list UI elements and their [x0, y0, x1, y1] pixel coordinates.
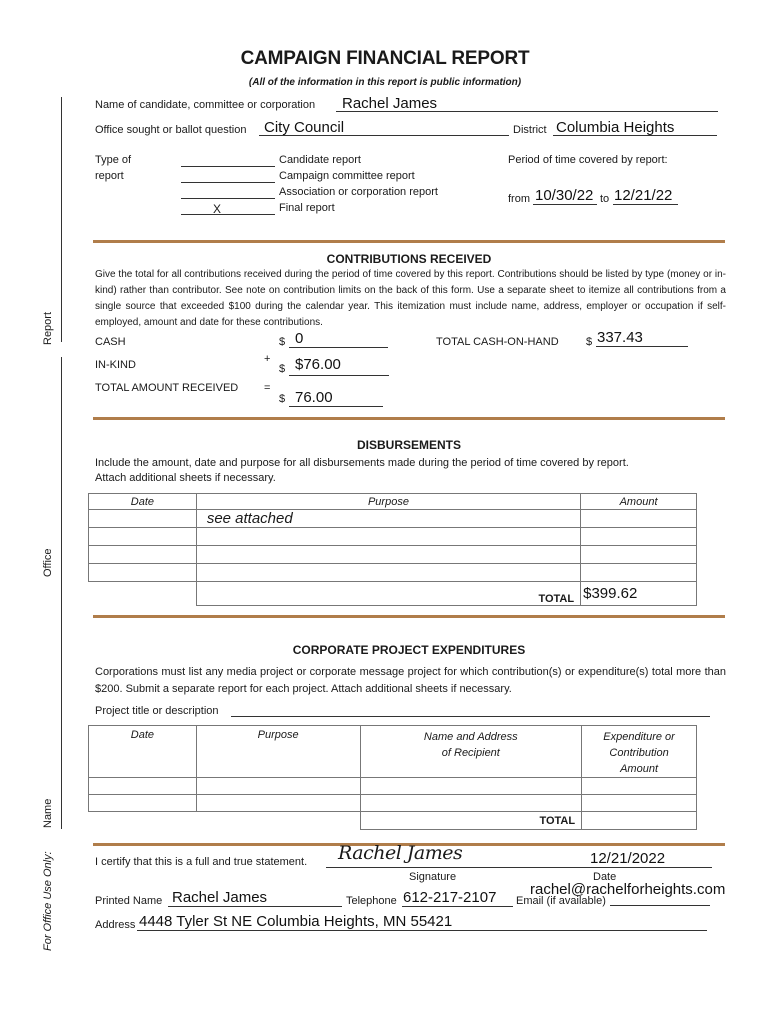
total-received-label: TOTAL AMOUNT RECEIVED [95, 382, 239, 394]
disb-cell-amount[interactable] [581, 510, 697, 528]
disb-purpose-value: see attached [206, 510, 293, 527]
corporate-table [88, 725, 697, 830]
from-field[interactable] [533, 187, 597, 205]
disbursements-table [88, 493, 697, 606]
disbursements-heading: DISBURSEMENTS [356, 438, 461, 452]
period-label: Period of time covered by report: [508, 154, 668, 166]
corp-col-date: Date [89, 726, 197, 778]
corp-col-purpose: Purpose [196, 726, 360, 778]
total-received-equals: = [264, 382, 271, 394]
candidate-name-value: Rachel James [342, 95, 438, 112]
from-label: from [508, 193, 530, 205]
disb-total-value: $399.62 [583, 585, 638, 602]
cash-on-hand-value: 337.43 [597, 329, 643, 346]
printed-name-field[interactable] [168, 889, 342, 907]
email-label: Email (if available) [516, 895, 606, 907]
inkind-value: $76.00 [295, 356, 341, 373]
form-title: CAMPAIGN FINANCIAL REPORT [240, 48, 530, 69]
candidate-name-label: Name of candidate, committee or corporation [95, 99, 316, 111]
disb-col-purpose: Purpose [196, 494, 580, 510]
disb-col-date: Date [89, 494, 197, 510]
email-value: rachel@rachelforheights.com [530, 881, 726, 898]
corp-total-cell[interactable] [582, 812, 697, 830]
disb-row[interactable] [89, 546, 697, 564]
certify-statement: I certify that this is a full and true statement. [95, 856, 308, 868]
form-subtitle: (All of the information in this report is public information) [248, 77, 522, 88]
contributions-description: Give the total for all contributions received during the period of time covered by this report. Contributions should be listed by type (money or in-kind) rather than contributor. See note on contribution limits on the back of this form. Use a separate sheet to itemize all contributions from a single source that exceeded $100 during the calendar year. This itemization must include name, address, employer or occupation if self-employed, amount and date for these contributions. [95, 269, 726, 328]
checkbox-candidate-report[interactable] [181, 154, 275, 167]
option-association-report: Association or corporation report [279, 186, 438, 198]
option-committee-report: Campaign committee report [279, 170, 415, 182]
cert-date-value: 12/21/2022 [590, 850, 666, 867]
district-field[interactable] [553, 119, 717, 136]
total-received-value: 76.00 [295, 389, 333, 406]
inkind-plus: + [264, 353, 271, 365]
report-type-label-1: Type of [95, 154, 132, 166]
disb-total-label: TOTAL [196, 582, 580, 606]
to-value: 12/21/22 [614, 187, 673, 204]
address-field[interactable] [137, 913, 707, 931]
address-value: 4448 Tyler St NE Columbia Heights, MN 55421 [139, 913, 453, 930]
to-label: to [600, 193, 610, 205]
telephone-label: Telephone [346, 895, 397, 907]
corp-col-amount-1: Expenditure or [603, 731, 675, 743]
separator-1 [93, 240, 725, 243]
inkind-currency: $ [279, 363, 286, 375]
side-rule-bottom [61, 357, 62, 829]
corp-col-name-1: Name and Address [423, 731, 518, 743]
office-label: Office sought or ballot question [95, 124, 247, 136]
to-field[interactable] [613, 187, 678, 205]
disb-col-amount: Amount [581, 494, 697, 510]
date-label: Date [593, 871, 617, 883]
printed-name-value: Rachel James [172, 889, 268, 906]
disbursements-desc-2: Attach additional sheets if necessary. [95, 472, 276, 484]
printed-name-label: Printed Name [95, 895, 163, 907]
side-label-office: Office [42, 548, 54, 577]
office-field[interactable] [259, 119, 509, 136]
office-value: City Council [264, 119, 345, 136]
disb-cell-purpose[interactable] [196, 510, 580, 528]
checkbox-committee-report[interactable] [181, 170, 275, 183]
corp-row[interactable] [89, 778, 697, 795]
cash-on-hand-currency: $ [586, 336, 593, 348]
report-type-label-2: report [95, 170, 124, 182]
corp-total-label: TOTAL [360, 812, 582, 830]
option-final-report: Final report [279, 202, 335, 214]
side-label-report: Report [42, 311, 54, 345]
side-label-office-use: For Office Use Only: [42, 851, 54, 951]
total-received-currency: $ [279, 393, 286, 405]
corporate-heading: CORPORATE PROJECT EXPENDITURES [292, 643, 526, 657]
project-title-field[interactable] [231, 704, 710, 717]
side-label-name: Name [42, 798, 54, 828]
side-rule-top [61, 97, 62, 342]
disb-row[interactable] [89, 510, 697, 528]
telephone-field[interactable] [402, 889, 513, 907]
signature-label: Signature [409, 871, 457, 883]
cash-value: 0 [295, 330, 304, 347]
cash-currency: $ [279, 336, 286, 348]
cash-field[interactable] [289, 330, 388, 348]
district-value: Columbia Heights [556, 119, 675, 136]
candidate-name-field[interactable] [336, 95, 718, 112]
project-title-label: Project title or description [95, 705, 219, 717]
from-value: 10/30/22 [535, 187, 594, 204]
corp-col-name [360, 726, 582, 778]
inkind-label: IN-KIND [95, 359, 136, 371]
corp-col-name-2: of Recipient [441, 747, 500, 759]
disb-cell-date[interactable] [89, 510, 197, 528]
telephone-value: 612-217-2107 [403, 889, 497, 906]
cash-on-hand-field[interactable] [596, 329, 688, 347]
corp-col-amount [582, 726, 697, 778]
checkbox-final-report[interactable] [181, 202, 275, 215]
inkind-field[interactable] [289, 356, 389, 376]
checkbox-association-report[interactable] [181, 186, 275, 199]
option-candidate-report: Candidate report [279, 154, 361, 166]
cash-label: CASH [95, 336, 126, 348]
address-label: Address [95, 919, 136, 931]
district-label: District [513, 124, 547, 136]
separator-3 [93, 615, 725, 618]
corp-col-amount-3: Amount [620, 763, 659, 775]
disb-total-cell[interactable] [581, 582, 697, 606]
disb-row[interactable] [89, 564, 697, 582]
corp-row[interactable] [89, 795, 697, 812]
disb-row[interactable] [89, 528, 697, 546]
corporate-description: Corporations must list any media project or corporate message project for which contribution(s) or expenditure(s) total more than $200. Submit a separate report for each project. Attach additional sheets if necessary. [95, 666, 726, 695]
separator-2 [93, 417, 725, 420]
total-received-field[interactable] [289, 389, 383, 407]
final-report-mark: X [213, 202, 222, 216]
contributions-heading: CONTRIBUTIONS RECEIVED [326, 252, 492, 266]
cash-on-hand-label: TOTAL CASH-ON-HAND [436, 336, 559, 348]
signature-image: Rachel James [338, 842, 463, 864]
corp-col-amount-2: Contribution [609, 747, 669, 759]
disbursements-desc-1: Include the amount, date and purpose for all disbursements made during the period of time covered by report. [95, 457, 629, 469]
